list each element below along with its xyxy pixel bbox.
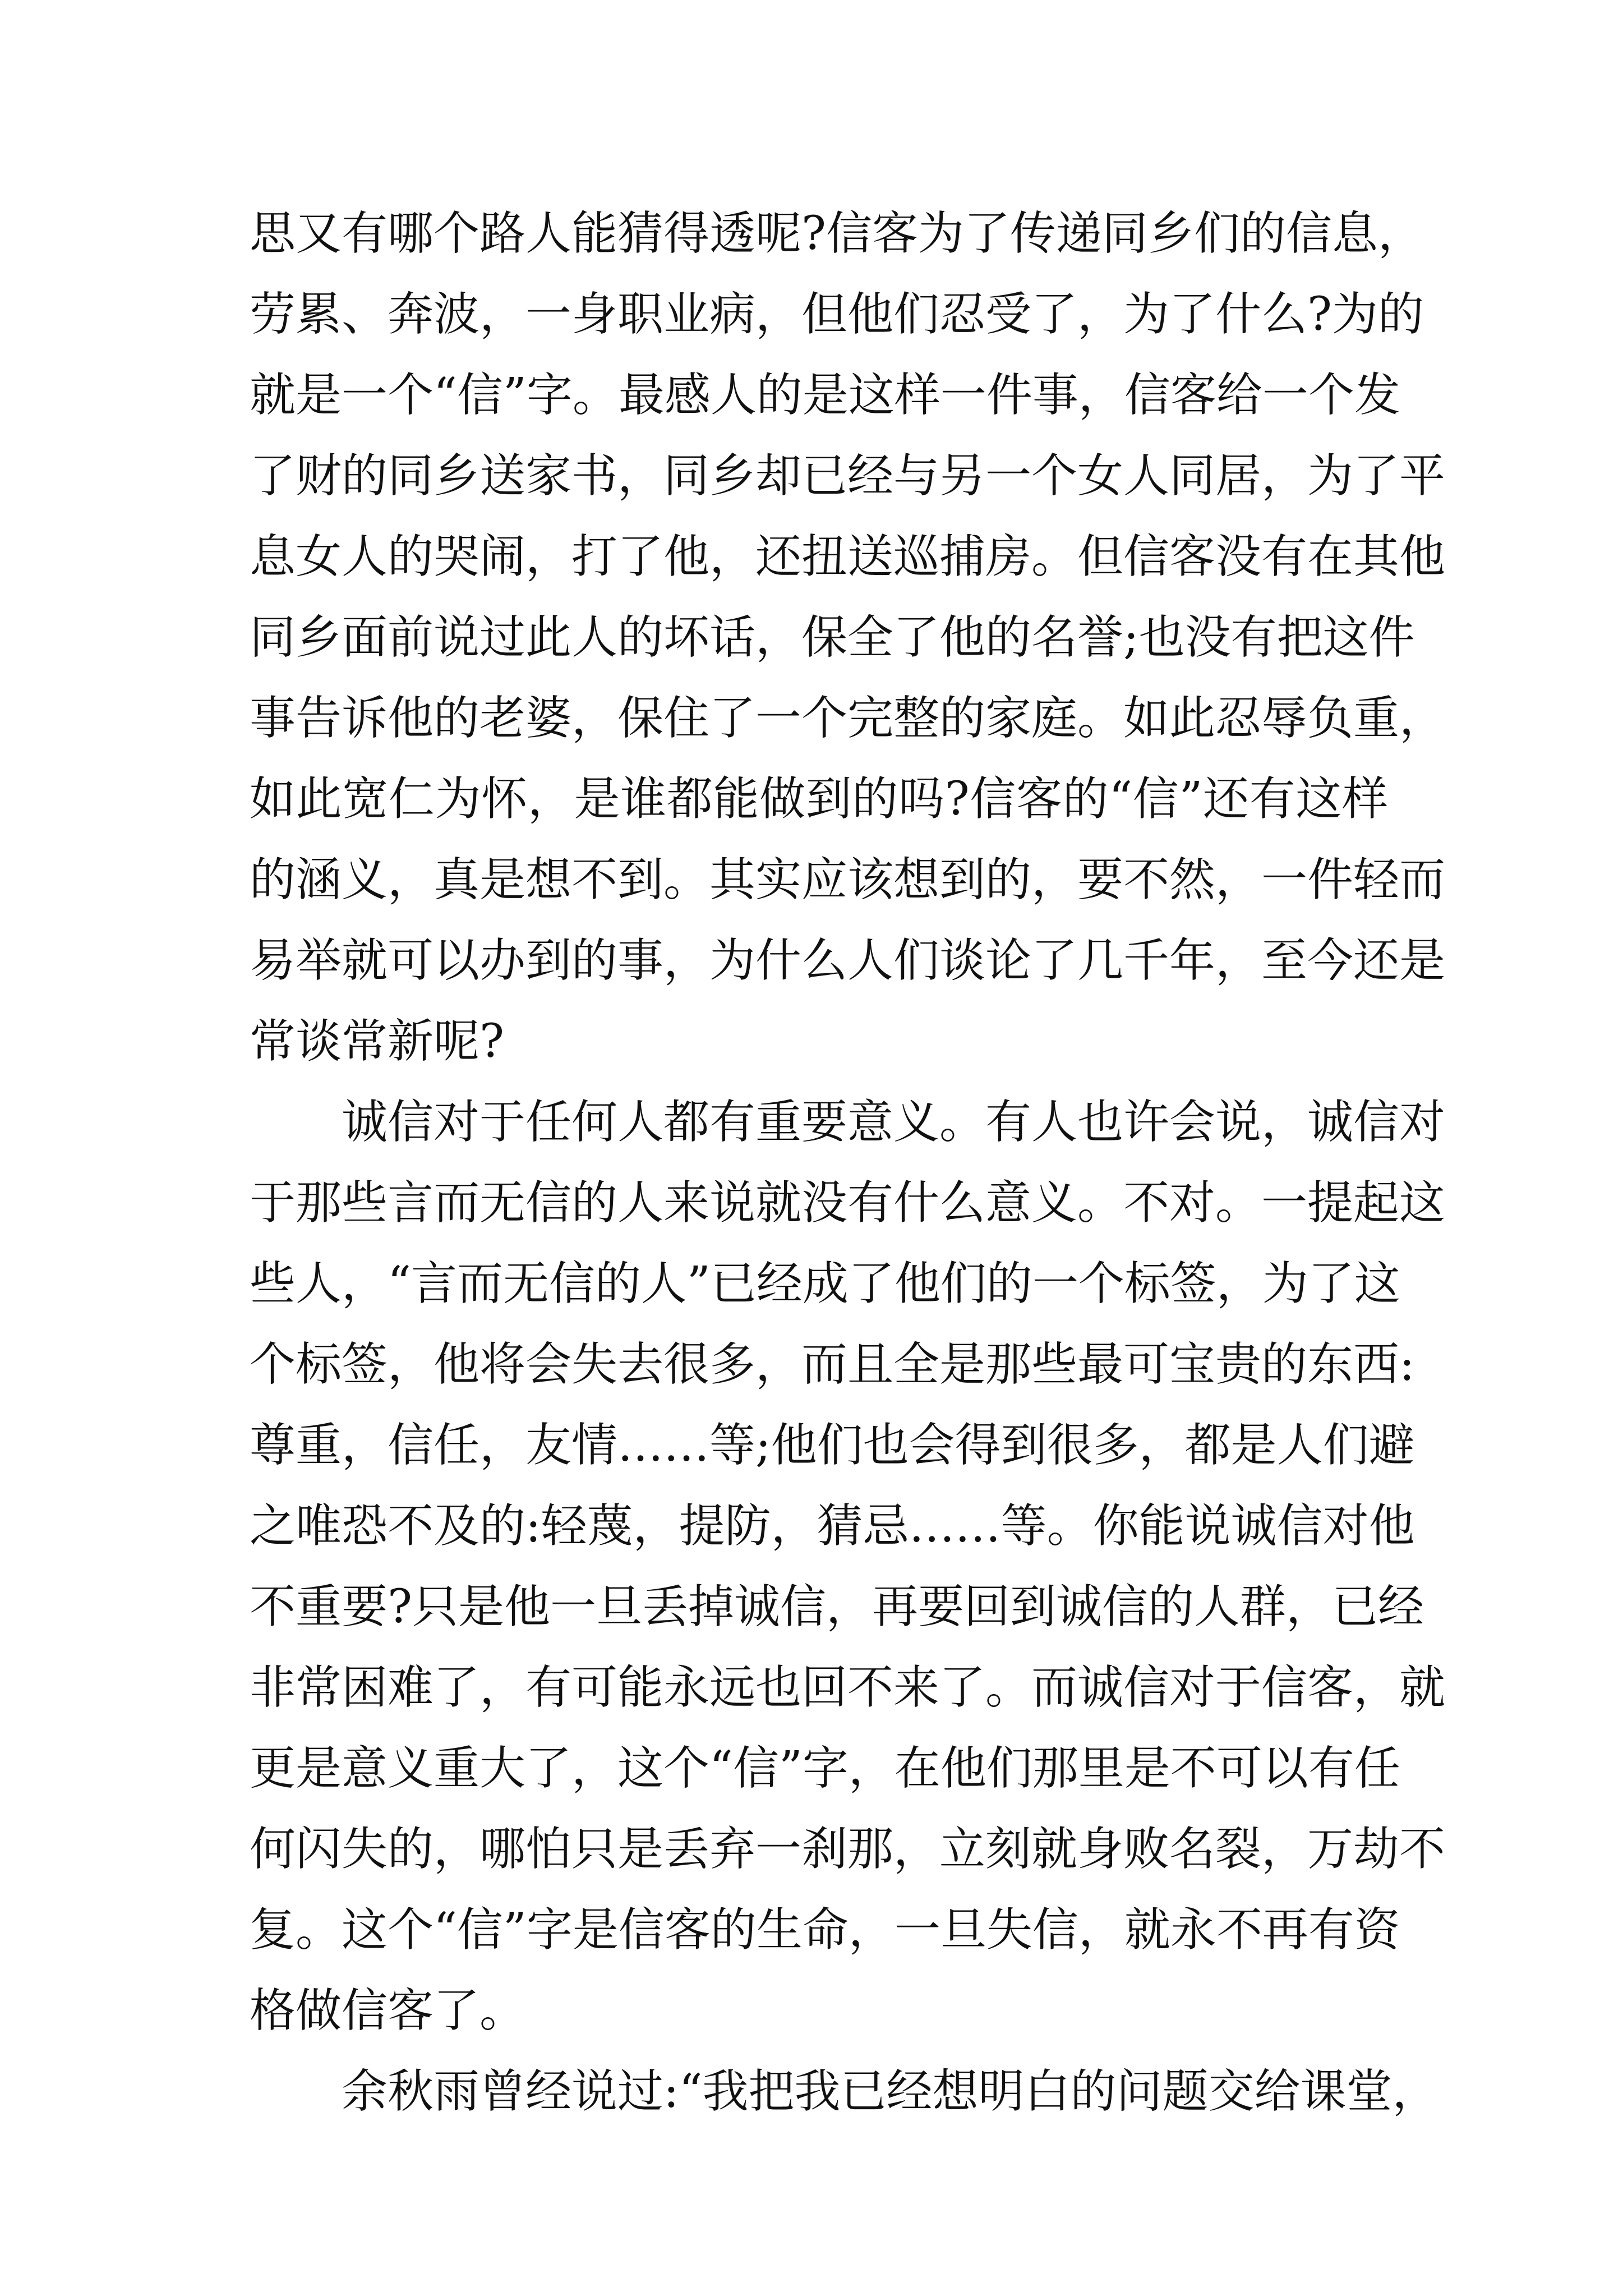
text-line: 些人，“言而无信的人”已经成了他们的一个标签，为了这 <box>250 1257 1400 1310</box>
text-line: 常谈常新呢? <box>250 1015 504 1068</box>
text-line: 诚信对于任何人都有重要意义。有人也许会说，诚信对 <box>342 1096 1446 1149</box>
text-line: 易举就可以办到的事，为什么人们谈论了几千年，至今还是 <box>250 934 1446 987</box>
paragraph-3 <box>250 2051 1438 2132</box>
text-line: 如此宽仁为怀，是谁都能做到的吗?信客的“信”还有这样 <box>250 772 1388 826</box>
text-line: 息女人的哭闹，打了他，还扭送巡捕房。但信客没有在其他 <box>250 530 1446 583</box>
text-line: 非常困难了，有可能永远也回不来了。而诚信对于信客，就 <box>250 1661 1446 1714</box>
text-line: 格做信客了。 <box>250 1984 526 2037</box>
paragraph-1 <box>250 194 1446 1082</box>
text-line: 事告诉他的老婆，保住了一个完整的家庭。如此忍辱负重， <box>250 692 1446 745</box>
body-text <box>250 194 1446 2132</box>
text-line: 尊重，信任，友情……等;他们也会得到很多，都是人们避 <box>250 1419 1415 1472</box>
text-line: 思又有哪个路人能猜得透呢?信客为了传递同乡们的信息， <box>250 207 1424 260</box>
text-line: 的涵义，真是想不到。其实应该想到的，要不然，一件轻而 <box>250 853 1446 907</box>
text-line: 余秋雨曾经说过:“我把我已经想明白的问题交给课堂， <box>342 2065 1438 2118</box>
text-line: 个标签，他将会失去很多，而且全是那些最可宝贵的东西: <box>250 1338 1415 1391</box>
text-line: 同乡面前说过此人的坏话，保全了他的名誉;也没有把这件 <box>250 611 1415 664</box>
text-line: 复。这个“信”字是信客的生命，一旦失信，就永不再有资 <box>250 1903 1400 1957</box>
text-line: 了财的同乡送家书，同乡却已经与另一个女人同居，为了平 <box>250 449 1446 503</box>
text-line: 就是一个“信”字。最感人的是这样一件事，信客给一个发 <box>250 369 1400 422</box>
text-line: 劳累、奔波，一身职业病，但他们忍受了，为了什么?为的 <box>250 288 1424 341</box>
paragraph-2 <box>250 1082 1446 2051</box>
text-line: 不重要?只是他一旦丢掉诚信，再要回到诚信的人群，已经 <box>250 1580 1424 1634</box>
text-line: 更是意义重大了，这个“信”字，在他们那里是不可以有任 <box>250 1742 1400 1795</box>
text-line: 之唯恐不及的:轻蔑，提防，猜忌……等。你能说诚信对他 <box>250 1499 1415 1553</box>
text-line: 于那些言而无信的人来说就没有什么意义。不对。一提起这 <box>250 1176 1446 1230</box>
text-line: 何闪失的，哪怕只是丢弃一刹那，立刻就身败名裂，万劫不 <box>250 1823 1446 1876</box>
